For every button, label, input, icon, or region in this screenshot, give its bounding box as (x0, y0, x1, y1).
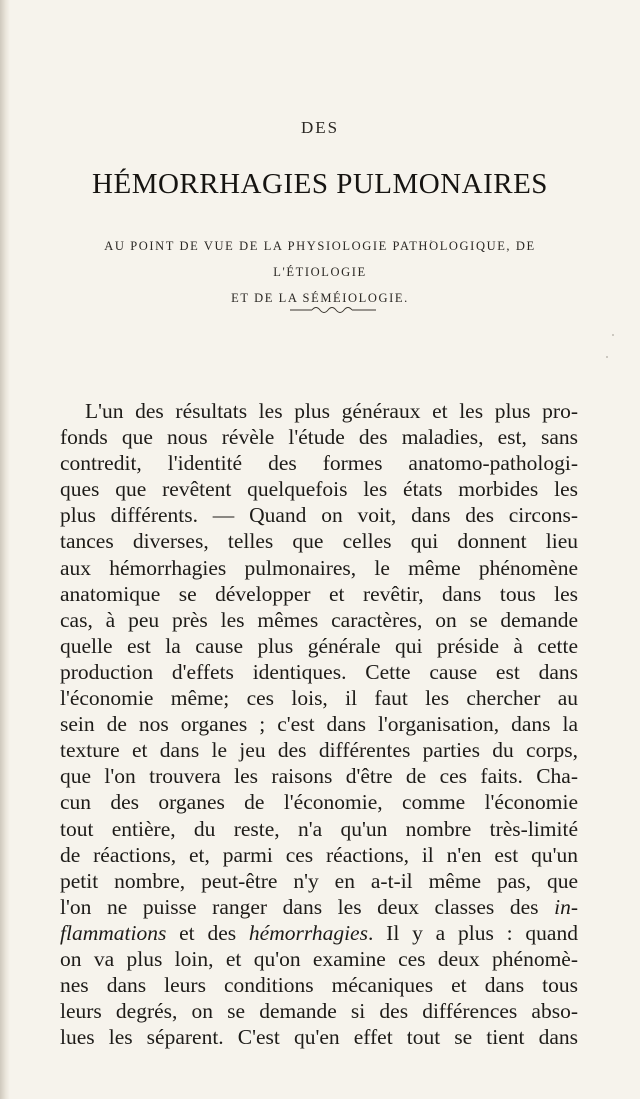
paper-speck (612, 334, 614, 336)
text-line: cas, à peu près les mêmes caractères, on se demande (60, 607, 578, 632)
text-run: et des (166, 920, 249, 945)
text-line: aux hémorrhagies pulmonaires, le même phénomène (60, 555, 578, 580)
text-line: texture et dans le jeu des différentes parties du corps, (60, 738, 578, 763)
text-run: l'on ne puisse ranger dans les deux classes des (60, 894, 539, 919)
italic-run: in- (554, 894, 579, 919)
text-line: sein de nos organes ; c'est dans l'organisation, dans la (60, 712, 578, 737)
page-edge (0, 0, 10, 1099)
text-line: plus différents. — Quand on voit, dans des circons- (60, 503, 578, 528)
text-line: leurs degrés, on se demande si des différences abso- (60, 999, 578, 1024)
text-line: contredit, l'identité des formes anatomo-pathologi- (60, 451, 578, 476)
text-line: anatomique se développer et revêtir, dans tous les (60, 581, 578, 606)
subtitle-line: ET DE LA SÉMÉIOLOGIE. (231, 291, 409, 305)
text-line-mixed (60, 894, 578, 920)
text-line: production d'effets identiques. Cette cause est dans (60, 659, 578, 684)
text-line: cun des organes de l'économie, comme l'économie (60, 790, 578, 815)
text-line: on va plus loin, et qu'on examine ces deux phénomè- (60, 946, 578, 971)
paper-speck (606, 356, 608, 358)
subtitle (60, 233, 580, 311)
text-line: petit nombre, peut-être n'y en a-t-il même pas, que (60, 868, 578, 893)
subtitle-line: AU POINT DE VUE DE LA PHYSIOLOGIE PATHOLOGIQUE, DE L'ÉTIOLOGIE (104, 239, 536, 279)
text-line: nes dans leurs conditions mécaniques et dans tous (60, 973, 578, 998)
italic-run: hémorrhagies (248, 920, 368, 945)
body-paragraph (60, 398, 578, 1050)
text-line: quelle est la cause plus générale qui préside à cette (60, 633, 578, 658)
text-line: lues les séparent. C'est qu'en effet tout se tient dans (60, 1025, 578, 1050)
page-title: HÉMORRHAGIES PULMONAIRES (92, 168, 548, 200)
text-line-mixed (60, 920, 578, 946)
text-line: ques que revêtent quelquefois les états morbides les (60, 477, 578, 502)
text-line: L'un des résultats les plus généraux et les plus pro- (85, 399, 578, 423)
ornament-divider (290, 304, 380, 316)
text-line: tances diverses, telles que celles qui donnent lieu (60, 529, 578, 554)
text-line: que l'on trouvera les raisons d'être de ces faits. Cha- (60, 764, 578, 789)
text-line: tout entière, du reste, n'a qu'un nombre très-limité (60, 816, 578, 841)
text-run: . Il y a plus : quand (367, 920, 578, 945)
text-line: l'économie même; ces lois, il faut les chercher au (60, 686, 578, 711)
italic-run: flammations (60, 920, 167, 945)
text-line: fonds que nous révèle l'étude des maladies, est, sans (60, 425, 578, 450)
pre-title: DES (300, 118, 340, 137)
text-line: de réactions, et, parmi ces réactions, il n'en est qu'un (60, 842, 578, 867)
